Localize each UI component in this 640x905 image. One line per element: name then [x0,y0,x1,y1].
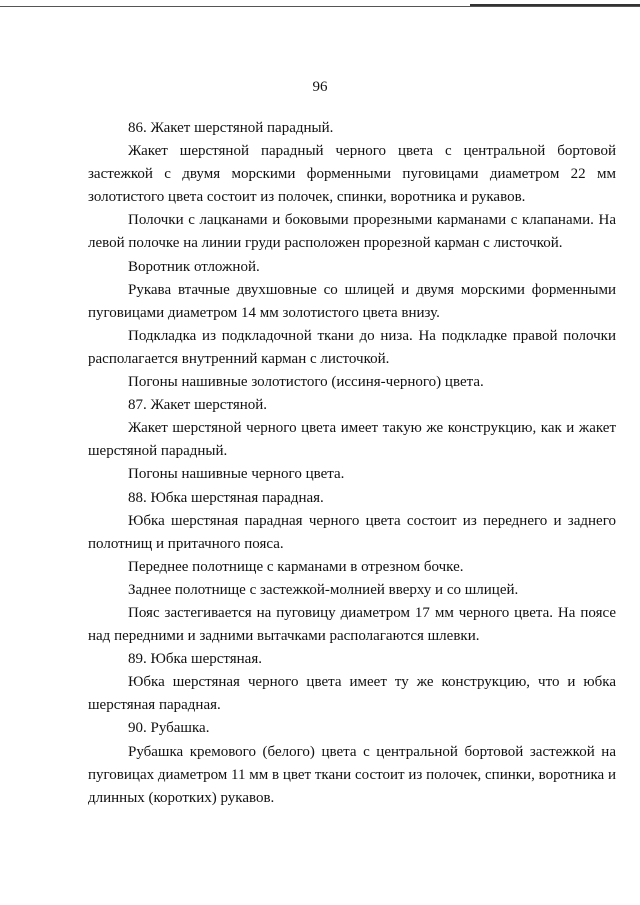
paragraph: Юбка шерстяная парадная черного цвета состоит из переднего и заднего полотнищ и притачного пояса. [88,512,616,552]
section-heading-86: 86. Жакет шерстяной парадный. [128,120,334,136]
paragraph: Юбка шерстяная черного цвета имеет ту же конструкцию, что и юбка шерстяная парадная. [88,674,616,714]
top-border-line [0,6,640,7]
page-number: 96 [312,79,328,95]
paragraph: Подкладка из подкладочной ткани до низа. На подкладке правой полочки располагается внутренний карман с листочкой. [88,327,616,367]
section-heading-90: 90. Рубашка. [128,720,210,737]
paragraph: Заднее полотнище с застежкой-молнией вверху и со шлицей. [128,581,519,598]
paragraph: Пояс застегивается на пуговицу диаметром 17 мм черного цвета. На поясе над передними и задними вытачками располагаются шлевки. [88,604,616,645]
paragraph: Воротник отложной. [128,258,260,275]
paragraph: Жакет шерстяной черного цвета имеет такую же конструкцию, как и жакет шерстяной парадный. [88,420,616,460]
paragraph: Переднее полотнище с карманами в отрезном бочке. [128,558,464,575]
paragraph: Рубашка кремового (белого) цвета с центральной бортовой застежкой на пуговицах диаметром 11 мм в цвет ткани состоит из полочек, спинки, воротника и длинных (коротких) рукавов. [88,743,616,806]
section-heading-88: 88. Юбка шерстяная парадная. [128,489,324,506]
top-border-accent [470,4,640,6]
document-body [88,117,616,810]
paragraph: Погоны нашивные золотистого (иссиня-черного) цвета. [128,374,484,391]
section-heading-87: 87. Жакет шерстяной. [128,397,268,414]
paragraph: Погоны нашивные черного цвета. [128,466,345,483]
paragraph: Жакет шерстяной парадный черного цвета с центральной бортовой застежкой с двумя морскими форменными пуговицами диаметром 22 мм золотистого цвета состоит из полочек, спинки, воротника и рукавов. [88,143,616,206]
section-heading-89: 89. Юбка шерстяная. [128,651,262,668]
paragraph: Полочки с лацканами и боковыми прорезными карманами с клапанами. На левой полочке на линии груди расположен прорезной карман с листочкой. [88,212,616,252]
paragraph: Рукава втачные двухшовные со шлицей и двумя морскими форменными пуговицами диаметром 14 мм золотистого цвета внизу. [88,281,616,321]
